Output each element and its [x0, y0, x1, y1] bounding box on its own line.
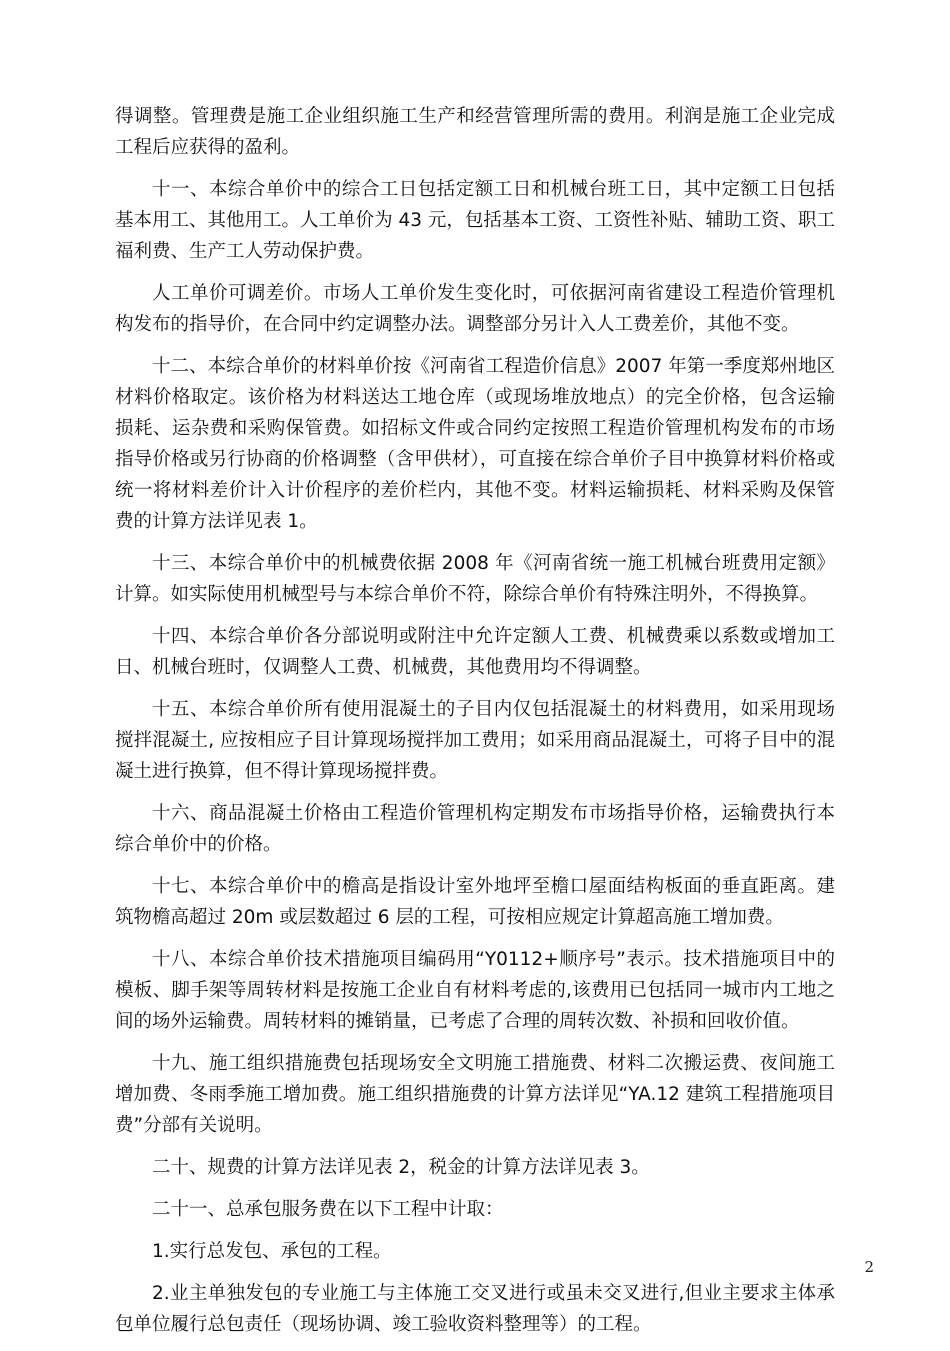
- paragraph-clause-15: 十五、本综合单价所有使用混凝土的子目内仅包括混凝土的材料费用，如采用现场搅拌混凝土, 应按相应子目计算现场搅拌加工费用；如采用商品混凝土，可将子目中的混凝土进行换算，但不得计算现场搅拌费。: [115, 699, 835, 782]
- document-body: [115, 101, 835, 1351]
- list-item-1: 1.实行总发包、承包的工程。: [152, 1241, 392, 1262]
- paragraph-clause-17: 十七、本综合单价中的檐高是指设计室外地坪至檐口屋面结构板面的垂直距离。建筑物檐高超过 20m 或层数超过 6 层的工程，可按相应规定计算超高施工增加费。: [115, 876, 835, 928]
- paragraph-clause-13: 十三、本综合单价中的机械费依据 2008 年《河南省统一施工机械台班费用定额》计算。如实际使用机械型号与本综合单价不符，除综合单价有特殊注明外，不得换算。: [115, 553, 835, 605]
- paragraph-clause-14: 十四、本综合单价各分部说明或附注中允许定额人工费、机械费乘以系数或增加工日、机械台班时，仅调整人工费、机械费，其他费用均不得调整。: [115, 626, 835, 678]
- paragraph-continuation: 得调整。管理费是施工企业组织施工生产和经营管理所需的费用。利润是施工企业完成工程后应获得的盈利。: [115, 106, 835, 158]
- page-number: 2: [864, 1258, 874, 1276]
- paragraph-clause-21: 二十一、总承包服务费在以下工程中计取：: [152, 1199, 504, 1220]
- paragraph-labor-price: 人工单价可调差价。市场人工单价发生变化时，可依据河南省建设工程造价管理机构发布的指导价，在合同中约定调整办法。调整部分另计入人工费差价，其他不变。: [115, 283, 835, 335]
- paragraph-clause-12: 十二、本综合单价的材料单价按《河南省工程造价信息》2007 年第一季度郑州地区材料价格取定。该价格为材料送达工地仓库（或现场堆放地点）的完全价格，包含运输损耗、运杂费和采购保管费。如招标文件或合同约定按照工程造价管理机构发布的市场指导价格或另行协商的价格调整（含甲供材），可直接在综合单价子目中换算材料价格或统一将材料差价计入计价程序的差价栏内，其他不变。材料运输损耗、材料采购及保管费的计算方法详见表 1。: [115, 356, 835, 532]
- list-item-2: 2.业主单独发包的专业施工与主体施工交叉进行或虽未交叉进行,但业主要求主体承包单位履行总包责任（现场协调、竣工验收资料整理等）的工程。: [115, 1283, 835, 1335]
- paragraph-clause-11: 十一、本综合单价中的综合工日包括定额工日和机械台班工日，其中定额工日包括基本用工、其他用工。人工单价为 43 元，包括基本工资、工资性补贴、辅助工资、职工福利费、生产工人劳动保护费。: [115, 179, 835, 262]
- paragraph-clause-18: 十八、本综合单价技术措施项目编码用“Y0112+顺序号”表示。技术措施项目中的模板、脚手架等周转材料是按施工企业自有材料考虑的,该费用已包括同一城市内工地之间的场外运输费。周转材料的摊销量，已考虑了合理的周转次数、补损和回收价值。: [115, 949, 835, 1032]
- paragraph-clause-19: 十九、施工组织措施费包括现场安全文明施工措施费、材料二次搬运费、夜间施工增加费、冬雨季施工增加费。施工组织措施费的计算方法详见“YA.12 建筑工程措施项目费”分部有关说明。: [115, 1053, 835, 1136]
- paragraph-clause-16: 十六、商品混凝土价格由工程造价管理机构定期发布市场指导价格，运输费执行本综合单价中的价格。: [115, 803, 835, 855]
- paragraph-clause-20: 二十、规费的计算方法详见表 2，税金的计算方法详见表 3。: [152, 1157, 650, 1178]
